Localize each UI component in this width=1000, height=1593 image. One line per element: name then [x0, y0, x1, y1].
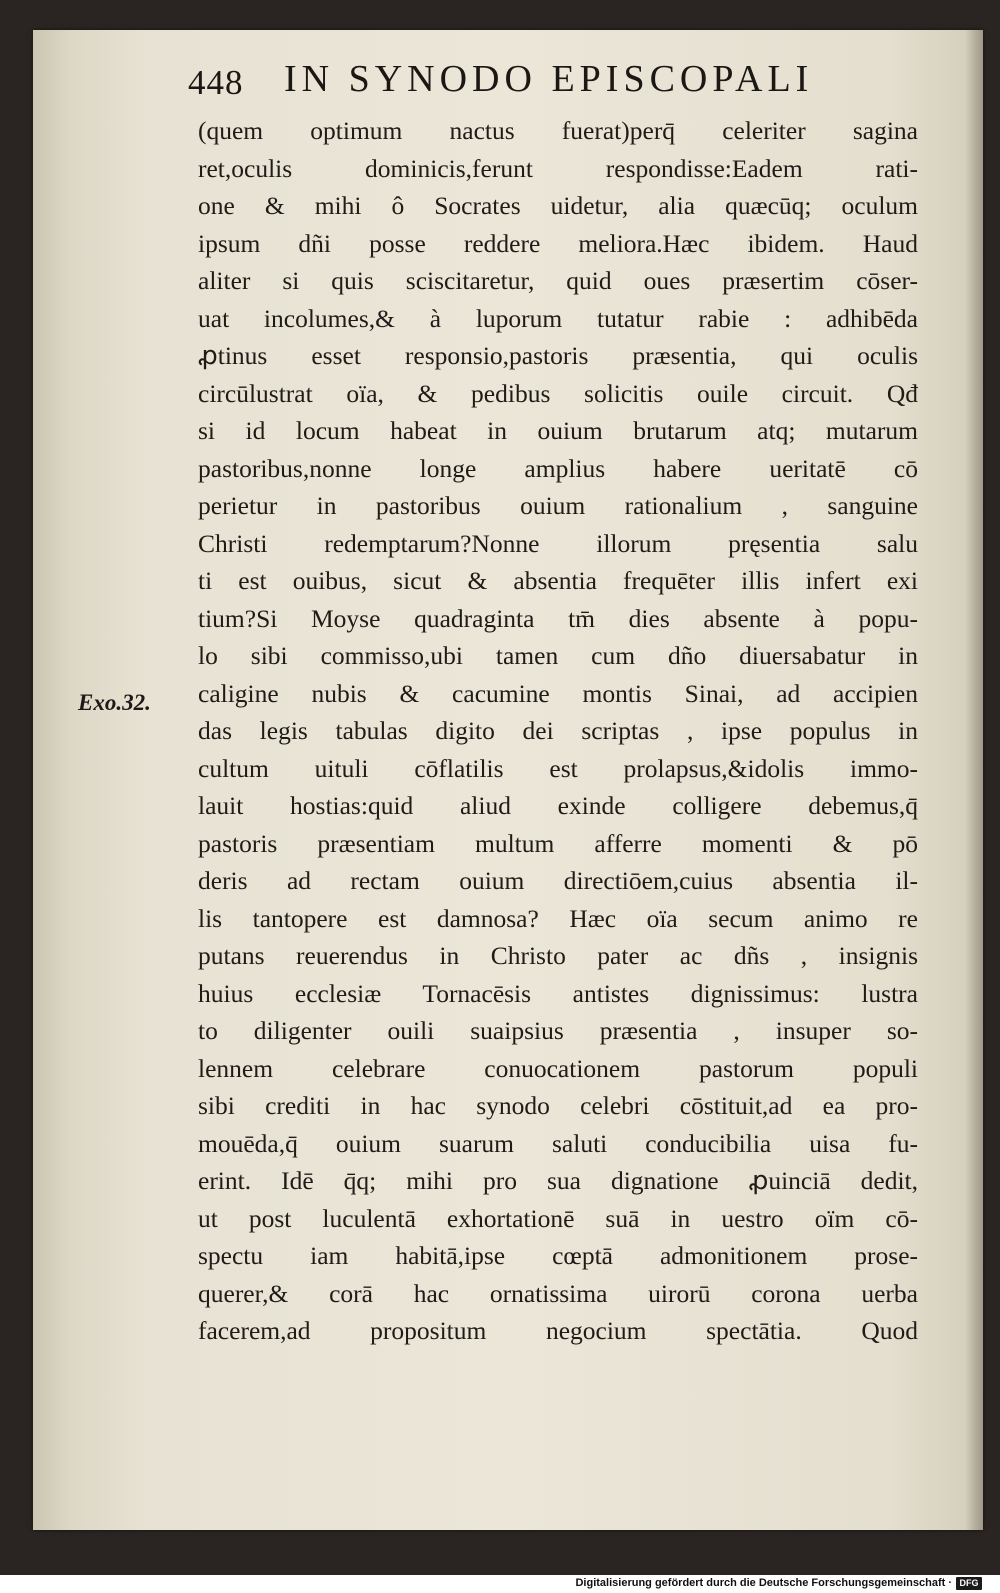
text-line: querer,& corā hac ornatissima uirorū corona uerba — [198, 1278, 918, 1308]
text-line: erint. Idē q̄q; mihi pro sua dignatione ꝓuinciā dedit, — [198, 1166, 918, 1195]
text-line: lauit hostias:quid aliud exinde colligere debemus,q̄ — [198, 791, 918, 820]
digitization-credit: Digitalisierung gefördert durch die Deutsche Forschungsgemeinschaft · — [575, 1577, 952, 1589]
text-line: cultum uituli cōflatilis est prolapsus,&idolis immo- — [198, 753, 918, 783]
text-line: pastoris præsentiam multum afferre momenti & pō — [198, 828, 918, 858]
text-line: caligine nubis & cacumine montis Sinai, ad accipien — [198, 678, 918, 708]
text-line: to diligenter ouili suaipsius præsentia , insuper so- — [198, 1016, 918, 1045]
text-line: lis tantopere est damnosa? Hæc oïa secum animo re — [198, 903, 918, 933]
text-line: sibi crediti in hac synodo celebri cōstituit,ad ea pro- — [198, 1091, 918, 1120]
page-gutter-shadow — [965, 30, 983, 1530]
text-line: uat incolumes,& à luporum tutatur rabie : adhibēda — [198, 303, 918, 333]
margin-note: Exo.32. — [78, 690, 151, 715]
text-line: ut post luculentā exhortationē suā in uestro oïm cō- — [198, 1203, 918, 1233]
text-line: lennem celebrare conuocationem pastorum populi — [198, 1053, 918, 1083]
running-head: IN SYNODO EPISCOPALI — [284, 58, 814, 100]
body-text — [198, 112, 918, 1350]
text-line: one & mihi ô Socrates uidetur, alia quæcūq; oculum — [198, 191, 918, 220]
text-line: si id locum habeat in ouium brutarum atq; mutarum — [198, 416, 918, 445]
text-line: das legis tabulas digito dei scriptas , ipse populus in — [198, 716, 918, 745]
text-line: circūlustrat oïa, & pedibus solicitis ouile circuit. Qđ — [198, 378, 918, 408]
text-line: deris ad rectam ouium directiōem,cuius absentia il- — [198, 866, 918, 895]
text-line: facerem,ad propositum negocium spectātia. Quod — [198, 1316, 918, 1345]
text-line: putans reuerendus in Christo pater ac dñs , insignis — [198, 941, 918, 970]
text-line: ret,oculis dominicis,ferunt respondisse:Eadem rati- — [198, 153, 918, 183]
text-line: lo sibi commisso,ubi tamen cum dño diuersabatur in — [198, 641, 918, 670]
text-line: ipsum dñi posse reddere meliora.Hæc ibidem. Haud — [198, 228, 918, 258]
dfg-logo: DFG — [956, 1577, 982, 1590]
text-line: (quem optimum nactus fuerat)perq̄ celeriter sagina — [198, 116, 918, 145]
text-line: huius ecclesiæ Tornacēsis antistes dignissimus: lustra — [198, 978, 918, 1008]
text-line: pastoribus,nonne longe amplius habere ueritatē cō — [198, 453, 918, 483]
text-line: aliter si quis sciscitaretur, quid oues præsertim cōser- — [198, 266, 918, 295]
text-line: mouēda,q̄ ouium suarum saluti conducibilia uisa fu- — [198, 1128, 918, 1158]
text-line: tium?Si Moyse quadraginta tm̄ dies absente à popu- — [198, 603, 918, 633]
text-line: perietur in pastoribus ouium rationalium , sanguine — [198, 491, 918, 520]
text-line: Christi redemptarum?Nonne illorum pręsentia salu — [198, 528, 918, 558]
text-line: spectu iam habitā,ipse cœptā admonitionem prose- — [198, 1241, 918, 1270]
text-line: ti est ouibus, sicut & absentia frequēter illis infert exi — [198, 566, 918, 595]
text-line: ꝓtinus esset responsio,pastoris præsentia, qui oculis — [198, 341, 918, 370]
page-number: 448 — [188, 63, 244, 102]
page-header — [188, 57, 908, 107]
